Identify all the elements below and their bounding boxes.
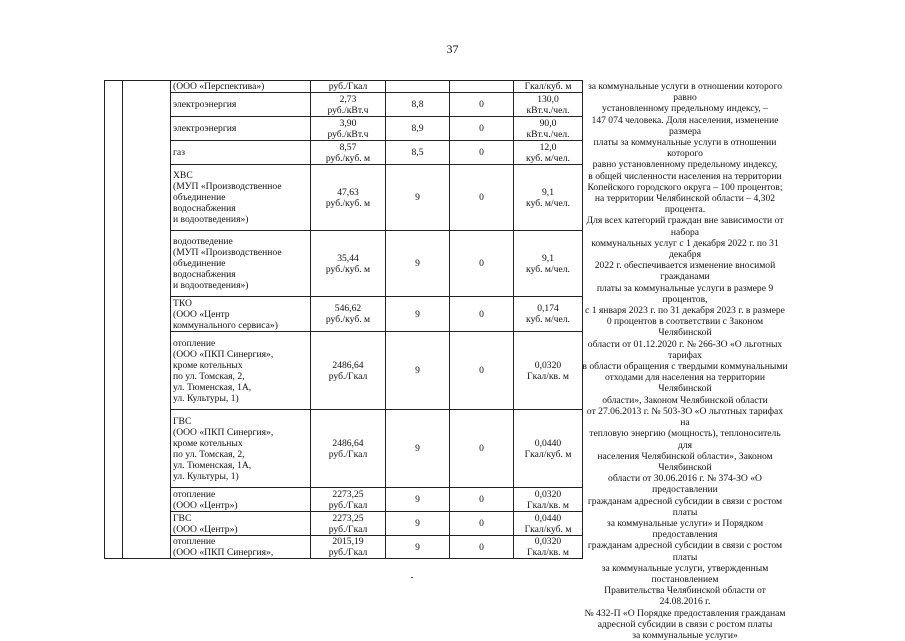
- service-cell: отопление (ООО «ПКП Синергия»,: [171, 536, 311, 559]
- percent-cell: 0: [450, 231, 514, 297]
- index-cell: 8,8: [386, 93, 450, 117]
- table-row: [105, 488, 583, 512]
- index-cell: 8,9: [386, 117, 450, 141]
- index-cell: 9: [386, 332, 450, 410]
- service-cell: ТКО (ООО «Центр коммунального сервиса»): [171, 297, 311, 332]
- empty-name-column: [123, 81, 171, 559]
- tariff-cell: 2486,64 руб./Гкал: [311, 332, 386, 410]
- page-number: 37: [446, 42, 459, 56]
- service-cell: ГВС (ООО «ПКП Синергия», кроме котельных по ул. Томская, 2, ул. Тюменская, 1А, ул. Культуры, 1): [171, 410, 311, 488]
- index-cell: 8,5: [386, 141, 450, 165]
- tariff-cell: 3,90 руб./кВт.ч: [311, 117, 386, 141]
- norm-cell: 0,0320 Гкал/кв. м: [514, 332, 583, 410]
- service-cell: ХВС (МУП «Производственное объединение водоснабжения и водоотведения»): [171, 165, 311, 231]
- table-row: [105, 332, 583, 410]
- index-cell: 9: [386, 488, 450, 512]
- tariff-cell: 546,62 руб./куб. м: [311, 297, 386, 332]
- table-row: [105, 81, 583, 93]
- tariff-cell: 2,73 руб./кВт.ч: [311, 93, 386, 117]
- norm-cell: 0,0440 Гкал/куб. м: [514, 410, 583, 488]
- service-cell: отопление (ООО «ПКП Синергия», кроме котельных по ул. Томская, 2, ул. Тюменская, 1А, ул. Культуры, 1): [171, 332, 311, 410]
- norm-cell: Гкал/куб. м: [514, 81, 583, 93]
- tariff-cell: 8,57 руб./куб. м: [311, 141, 386, 165]
- percent-cell: 0: [450, 512, 514, 536]
- table-row: [105, 117, 583, 141]
- percent-cell: 0: [450, 141, 514, 165]
- page-mark: [411, 577, 413, 578]
- index-cell: 9: [386, 410, 450, 488]
- index-cell: 9: [386, 165, 450, 231]
- table-row: [105, 165, 583, 231]
- tariff-cell: 2273,25 руб./Гкал: [311, 512, 386, 536]
- table-row: [105, 297, 583, 332]
- percent-cell: 0: [450, 165, 514, 231]
- tariff-cell: руб./Гкал: [311, 81, 386, 93]
- tariff-table: [104, 80, 583, 559]
- tariff-cell: 35,44 руб./куб. м: [311, 231, 386, 297]
- table-body: [105, 81, 583, 559]
- service-cell: электроэнергия: [171, 117, 311, 141]
- tariff-cell: 2486,64 руб./Гкал: [311, 410, 386, 488]
- index-cell: 9: [386, 512, 450, 536]
- index-cell: 9: [386, 297, 450, 332]
- table-row: [105, 141, 583, 165]
- norm-cell: 0,0440 Гкал/куб. м: [514, 512, 583, 536]
- percent-cell: 0: [450, 297, 514, 332]
- percent-cell: 0: [450, 117, 514, 141]
- percent-cell: 0: [450, 536, 514, 559]
- table-row: [105, 512, 583, 536]
- norm-cell: 0,0320 Гкал/кв. м: [514, 536, 583, 559]
- percent-cell: [450, 81, 514, 93]
- index-cell: 9: [386, 536, 450, 559]
- norm-cell: 9,1 куб. м/чел.: [514, 231, 583, 297]
- norm-cell: 0,174 куб. м/чел.: [514, 297, 583, 332]
- percent-cell: 0: [450, 93, 514, 117]
- norm-cell: 90,0 кВт.ч./чел.: [514, 117, 583, 141]
- tariff-cell: 2015,19 руб./Гкал: [311, 536, 386, 559]
- service-cell: (ООО «Перспектива»): [171, 81, 311, 93]
- norm-cell: 12,0 куб. м/чел.: [514, 141, 583, 165]
- service-cell: водоотведение (МУП «Производственное объединение водоснабжения и водоотведения»): [171, 231, 311, 297]
- table-row: [105, 410, 583, 488]
- tariff-cell: 47,63 руб./куб. м: [311, 165, 386, 231]
- tariff-cell: 2273,25 руб./Гкал: [311, 488, 386, 512]
- service-cell: электроэнергия: [171, 93, 311, 117]
- right-column-text: за коммунальные услуги в отношении которого равно установленному предельному индексу, – 147 074 человека. Доля населения, изменение размера платы за коммунальные услуги в отношении которого равно установленному предельному индексу, в общей численности населения на территории Копейского городского округа – 100 процентов; на территории Челябинской области – 4,302 процента. Для всех категорий граждан вне зависимости от набора коммунальных услуг с 1 декабря 2022 г. по 31 декабря 2022 г. обеспечивается изменение вносимой гражданами платы за коммунальные услуги в размере 9 процентов, с 1 января 2023 г. по 31 декабря 2023 г. в размере 0 процентов в соответствии с Законом Челябинской области от 01.12.2020 г. № 266-ЗО «О льготных тарифах в области обращения с твердыми коммунальными отходами для населения на территории Челябинской области», Законом Челябинской области от 27.06.2013 г. № 503-ЗО «О льготных тарифах на тепловую энергию (мощность), теплоноситель для населения Челябинской области», Законом Челябинской области от 30.06.2016 г. № 374-ЗО «О предоставлении гражданам адресной субсидии в связи с ростом платы за коммунальные услуги» и Порядком предоставления гражданам адресной субсидии в связи с ростом платы за коммунальные услуги, утвержденным постановлением Правительства Челябинской области от 24.08.2016 г. № 432-П «О Порядке предоставления гражданам адресной субсидии в связи с ростом платы за коммунальные услуги»: [582, 81, 788, 641]
- percent-cell: 0: [450, 410, 514, 488]
- index-cell: [386, 81, 450, 93]
- index-cell: 9: [386, 231, 450, 297]
- service-cell: ГВС (ООО «Центр»): [171, 512, 311, 536]
- percent-cell: 0: [450, 332, 514, 410]
- empty-number-column: [105, 81, 123, 559]
- table-row: [105, 93, 583, 117]
- norm-cell: 0,0320 Гкал/кв. м: [514, 488, 583, 512]
- service-cell: газ: [171, 141, 311, 165]
- percent-cell: 0: [450, 488, 514, 512]
- table-row: [105, 536, 583, 559]
- service-cell: отопление (ООО «Центр»): [171, 488, 311, 512]
- table-row: [105, 231, 583, 297]
- norm-cell: 9,1 куб. м/чел.: [514, 165, 583, 231]
- norm-cell: 130,0 кВт.ч./чел.: [514, 93, 583, 117]
